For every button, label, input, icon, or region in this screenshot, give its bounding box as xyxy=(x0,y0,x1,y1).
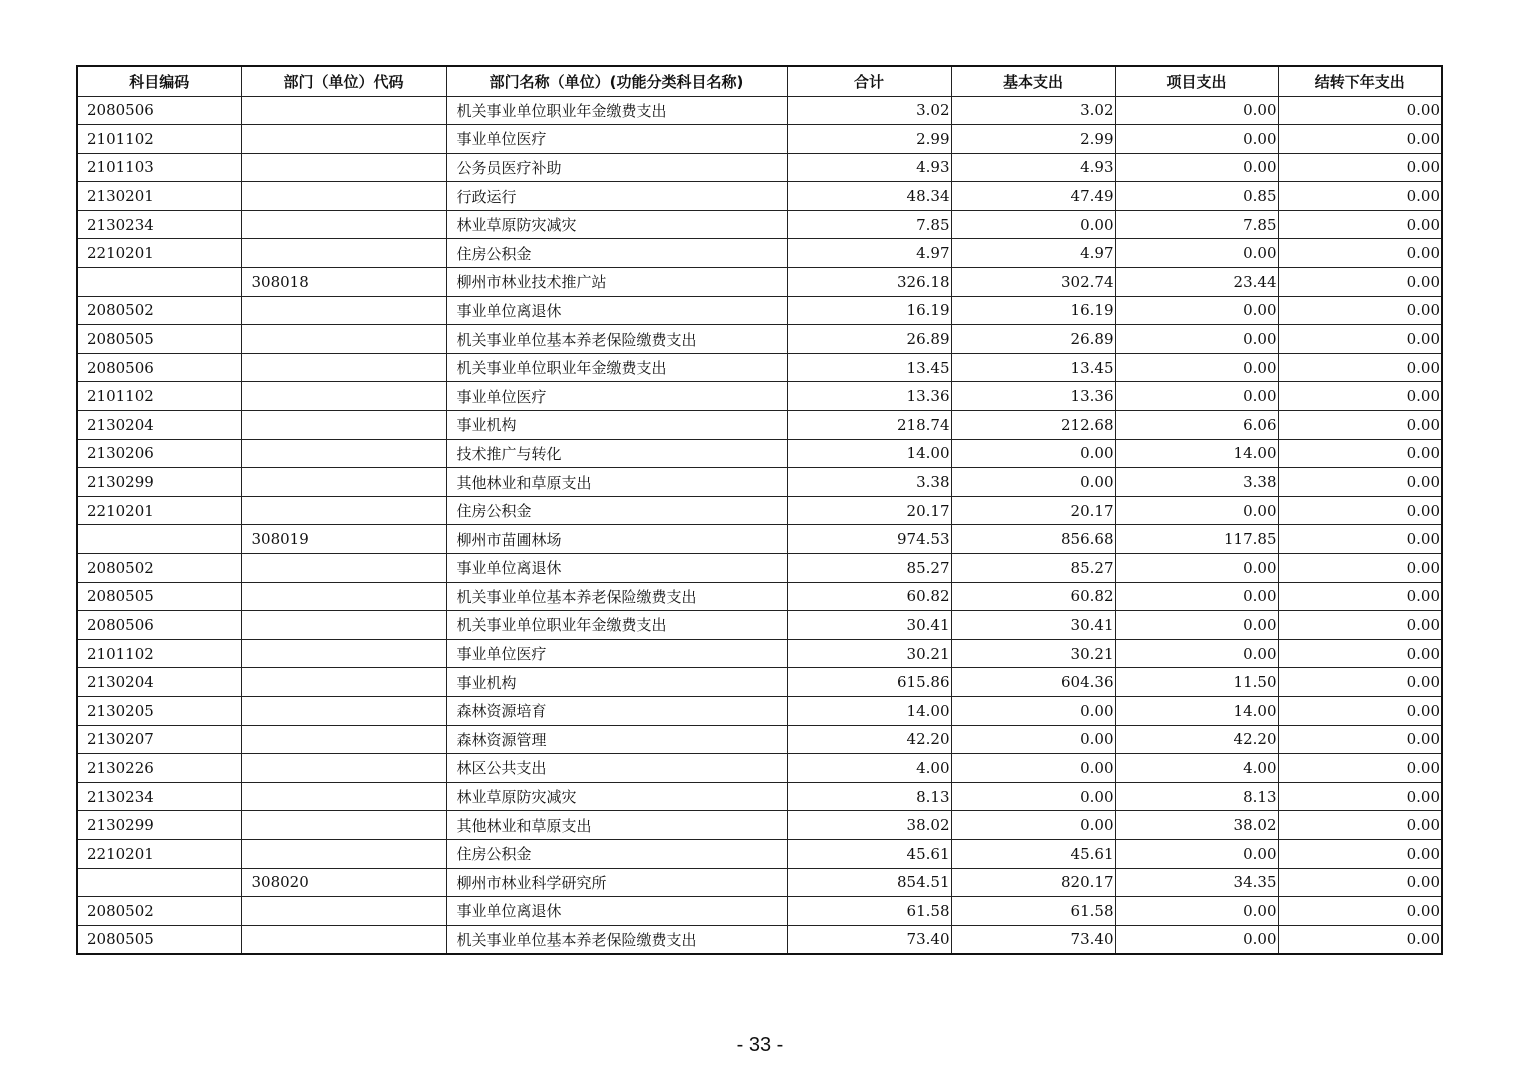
header-basic-expense: 基本支出 xyxy=(951,66,1115,96)
carryover-cell: 0.00 xyxy=(1278,296,1442,325)
page-number: - 33 - xyxy=(736,1034,784,1056)
subject-code-cell: 2101102 xyxy=(77,125,241,154)
dept-code-cell xyxy=(241,554,446,583)
dept-name-cell: 事业单位医疗 xyxy=(446,382,787,411)
dept-code-cell: 308018 xyxy=(241,268,446,297)
carryover-cell: 0.00 xyxy=(1278,411,1442,440)
table-row xyxy=(77,96,1442,125)
table-row xyxy=(77,782,1442,811)
carryover-cell: 0.00 xyxy=(1278,496,1442,525)
carryover-cell: 0.00 xyxy=(1278,353,1442,382)
total-cell: 326.18 xyxy=(787,268,951,297)
dept-code-cell xyxy=(241,353,446,382)
basic-expense-cell: 3.02 xyxy=(951,96,1115,125)
dept-name-cell: 机关事业单位职业年金缴费支出 xyxy=(446,96,787,125)
basic-expense-cell: 0.00 xyxy=(951,754,1115,783)
dept-code-cell xyxy=(241,811,446,840)
carryover-cell: 0.00 xyxy=(1278,382,1442,411)
dept-code-cell xyxy=(241,382,446,411)
subject-code-cell: 2130206 xyxy=(77,439,241,468)
table-row xyxy=(77,239,1442,268)
dept-name-cell: 森林资源培育 xyxy=(446,696,787,725)
subject-code-cell xyxy=(77,525,241,554)
table-row xyxy=(77,839,1442,868)
table-row xyxy=(77,125,1442,154)
carryover-cell: 0.00 xyxy=(1278,525,1442,554)
dept-code-cell xyxy=(241,754,446,783)
basic-expense-cell: 13.36 xyxy=(951,382,1115,411)
table-row xyxy=(77,754,1442,783)
table-row xyxy=(77,811,1442,840)
carryover-cell: 0.00 xyxy=(1278,268,1442,297)
table-row xyxy=(77,382,1442,411)
dept-code-cell xyxy=(241,125,446,154)
total-cell: 38.02 xyxy=(787,811,951,840)
dept-code-cell xyxy=(241,839,446,868)
project-expense-cell: 38.02 xyxy=(1115,811,1278,840)
subject-code-cell: 2101103 xyxy=(77,153,241,182)
project-expense-cell: 7.85 xyxy=(1115,210,1278,239)
subject-code-cell: 2130205 xyxy=(77,696,241,725)
carryover-cell: 0.00 xyxy=(1278,554,1442,583)
dept-name-cell: 事业机构 xyxy=(446,411,787,440)
subject-code-cell: 2210201 xyxy=(77,839,241,868)
basic-expense-cell: 820.17 xyxy=(951,868,1115,897)
header-row xyxy=(77,66,1442,96)
header-total: 合计 xyxy=(787,66,951,96)
project-expense-cell: 0.00 xyxy=(1115,496,1278,525)
dept-name-cell: 行政运行 xyxy=(446,182,787,211)
subject-code-cell: 2130226 xyxy=(77,754,241,783)
table-row xyxy=(77,268,1442,297)
basic-expense-cell: 0.00 xyxy=(951,468,1115,497)
dept-name-cell: 森林资源管理 xyxy=(446,725,787,754)
total-cell: 45.61 xyxy=(787,839,951,868)
project-expense-cell: 34.35 xyxy=(1115,868,1278,897)
subject-code-cell: 2130234 xyxy=(77,210,241,239)
dept-name-cell: 事业单位离退休 xyxy=(446,296,787,325)
carryover-cell: 0.00 xyxy=(1278,239,1442,268)
dept-code-cell xyxy=(241,210,446,239)
table-row xyxy=(77,897,1442,926)
carryover-cell: 0.00 xyxy=(1278,754,1442,783)
carryover-cell: 0.00 xyxy=(1278,611,1442,640)
subject-code-cell xyxy=(77,268,241,297)
basic-expense-cell: 13.45 xyxy=(951,353,1115,382)
dept-name-cell: 住房公积金 xyxy=(446,496,787,525)
project-expense-cell: 0.00 xyxy=(1115,611,1278,640)
total-cell: 26.89 xyxy=(787,325,951,354)
project-expense-cell: 0.00 xyxy=(1115,153,1278,182)
dept-name-cell: 事业机构 xyxy=(446,668,787,697)
total-cell: 2.99 xyxy=(787,125,951,154)
project-expense-cell: 0.00 xyxy=(1115,353,1278,382)
basic-expense-cell: 61.58 xyxy=(951,897,1115,926)
basic-expense-cell: 856.68 xyxy=(951,525,1115,554)
table-row xyxy=(77,496,1442,525)
basic-expense-cell: 30.41 xyxy=(951,611,1115,640)
dept-name-cell: 住房公积金 xyxy=(446,839,787,868)
dept-name-cell: 柳州市林业科学研究所 xyxy=(446,868,787,897)
table-row xyxy=(77,725,1442,754)
dept-code-cell xyxy=(241,182,446,211)
basic-expense-cell: 73.40 xyxy=(951,925,1115,954)
total-cell: 7.85 xyxy=(787,210,951,239)
carryover-cell: 0.00 xyxy=(1278,468,1442,497)
dept-code-cell xyxy=(241,496,446,525)
total-cell: 4.93 xyxy=(787,153,951,182)
basic-expense-cell: 30.21 xyxy=(951,639,1115,668)
project-expense-cell: 3.38 xyxy=(1115,468,1278,497)
subject-code-cell: 2210201 xyxy=(77,496,241,525)
subject-code-cell: 2080506 xyxy=(77,353,241,382)
basic-expense-cell: 26.89 xyxy=(951,325,1115,354)
project-expense-cell: 14.00 xyxy=(1115,439,1278,468)
total-cell: 3.38 xyxy=(787,468,951,497)
dept-name-cell: 事业单位医疗 xyxy=(446,125,787,154)
project-expense-cell: 0.00 xyxy=(1115,925,1278,954)
project-expense-cell: 11.50 xyxy=(1115,668,1278,697)
total-cell: 42.20 xyxy=(787,725,951,754)
project-expense-cell: 0.85 xyxy=(1115,182,1278,211)
table-row xyxy=(77,411,1442,440)
carryover-cell: 0.00 xyxy=(1278,925,1442,954)
table-row xyxy=(77,696,1442,725)
carryover-cell: 0.00 xyxy=(1278,696,1442,725)
table-row xyxy=(77,353,1442,382)
total-cell: 85.27 xyxy=(787,554,951,583)
basic-expense-cell: 604.36 xyxy=(951,668,1115,697)
dept-name-cell: 林业草原防灾减灾 xyxy=(446,210,787,239)
subject-code-cell: 2080505 xyxy=(77,582,241,611)
subject-code-cell: 2080505 xyxy=(77,925,241,954)
basic-expense-cell: 45.61 xyxy=(951,839,1115,868)
project-expense-cell: 6.06 xyxy=(1115,411,1278,440)
dept-code-cell xyxy=(241,325,446,354)
table-header xyxy=(77,66,1442,96)
carryover-cell: 0.00 xyxy=(1278,125,1442,154)
dept-name-cell: 机关事业单位职业年金缴费支出 xyxy=(446,611,787,640)
subject-code-cell: 2080502 xyxy=(77,296,241,325)
carryover-cell: 0.00 xyxy=(1278,639,1442,668)
carryover-cell: 0.00 xyxy=(1278,325,1442,354)
dept-code-cell xyxy=(241,725,446,754)
header-subject-code: 科目编码 xyxy=(77,66,241,96)
project-expense-cell: 14.00 xyxy=(1115,696,1278,725)
total-cell: 20.17 xyxy=(787,496,951,525)
header-dept-code: 部门（单位）代码 xyxy=(241,66,446,96)
subject-code-cell: 2130234 xyxy=(77,782,241,811)
table-row xyxy=(77,868,1442,897)
dept-code-cell xyxy=(241,582,446,611)
dept-code-cell xyxy=(241,153,446,182)
total-cell: 48.34 xyxy=(787,182,951,211)
basic-expense-cell: 302.74 xyxy=(951,268,1115,297)
dept-code-cell: 308020 xyxy=(241,868,446,897)
basic-expense-cell: 0.00 xyxy=(951,696,1115,725)
carryover-cell: 0.00 xyxy=(1278,96,1442,125)
carryover-cell: 0.00 xyxy=(1278,897,1442,926)
basic-expense-cell: 212.68 xyxy=(951,411,1115,440)
subject-code-cell: 2130201 xyxy=(77,182,241,211)
table-row xyxy=(77,325,1442,354)
basic-expense-cell: 47.49 xyxy=(951,182,1115,211)
dept-code-cell xyxy=(241,239,446,268)
carryover-cell: 0.00 xyxy=(1278,868,1442,897)
project-expense-cell: 117.85 xyxy=(1115,525,1278,554)
dept-name-cell: 林区公共支出 xyxy=(446,754,787,783)
dept-name-cell: 柳州市林业技术推广站 xyxy=(446,268,787,297)
project-expense-cell: 8.13 xyxy=(1115,782,1278,811)
dept-name-cell: 柳州市苗圃林场 xyxy=(446,525,787,554)
project-expense-cell: 0.00 xyxy=(1115,582,1278,611)
basic-expense-cell: 16.19 xyxy=(951,296,1115,325)
project-expense-cell: 0.00 xyxy=(1115,554,1278,583)
carryover-cell: 0.00 xyxy=(1278,839,1442,868)
carryover-cell: 0.00 xyxy=(1278,725,1442,754)
dept-code-cell xyxy=(241,468,446,497)
project-expense-cell: 0.00 xyxy=(1115,239,1278,268)
table-row xyxy=(77,668,1442,697)
carryover-cell: 0.00 xyxy=(1278,668,1442,697)
total-cell: 615.86 xyxy=(787,668,951,697)
dept-code-cell xyxy=(241,668,446,697)
total-cell: 14.00 xyxy=(787,439,951,468)
table-row xyxy=(77,153,1442,182)
basic-expense-cell: 2.99 xyxy=(951,125,1115,154)
total-cell: 218.74 xyxy=(787,411,951,440)
carryover-cell: 0.00 xyxy=(1278,182,1442,211)
subject-code-cell: 2210201 xyxy=(77,239,241,268)
subject-code-cell: 2130204 xyxy=(77,668,241,697)
dept-name-cell: 其他林业和草原支出 xyxy=(446,811,787,840)
dept-name-cell: 林业草原防灾减灾 xyxy=(446,782,787,811)
dept-code-cell xyxy=(241,925,446,954)
subject-code-cell: 2130204 xyxy=(77,411,241,440)
dept-code-cell xyxy=(241,296,446,325)
table-body xyxy=(77,96,1442,954)
total-cell: 60.82 xyxy=(787,582,951,611)
table-row xyxy=(77,439,1442,468)
header-carryover: 结转下年支出 xyxy=(1278,66,1442,96)
total-cell: 854.51 xyxy=(787,868,951,897)
project-expense-cell: 0.00 xyxy=(1115,96,1278,125)
table-row xyxy=(77,639,1442,668)
basic-expense-cell: 0.00 xyxy=(951,811,1115,840)
carryover-cell: 0.00 xyxy=(1278,210,1442,239)
total-cell: 4.00 xyxy=(787,754,951,783)
table-row xyxy=(77,611,1442,640)
total-cell: 30.41 xyxy=(787,611,951,640)
project-expense-cell: 0.00 xyxy=(1115,125,1278,154)
total-cell: 974.53 xyxy=(787,525,951,554)
dept-name-cell: 公务员医疗补助 xyxy=(446,153,787,182)
basic-expense-cell: 0.00 xyxy=(951,725,1115,754)
project-expense-cell: 0.00 xyxy=(1115,639,1278,668)
dept-name-cell: 机关事业单位基本养老保险缴费支出 xyxy=(446,325,787,354)
carryover-cell: 0.00 xyxy=(1278,782,1442,811)
dept-name-cell: 住房公积金 xyxy=(446,239,787,268)
carryover-cell: 0.00 xyxy=(1278,439,1442,468)
total-cell: 8.13 xyxy=(787,782,951,811)
table-row xyxy=(77,525,1442,554)
total-cell: 30.21 xyxy=(787,639,951,668)
project-expense-cell: 23.44 xyxy=(1115,268,1278,297)
total-cell: 61.58 xyxy=(787,897,951,926)
dept-code-cell xyxy=(241,96,446,125)
basic-expense-cell: 0.00 xyxy=(951,782,1115,811)
subject-code-cell xyxy=(77,868,241,897)
basic-expense-cell: 60.82 xyxy=(951,582,1115,611)
table-row xyxy=(77,296,1442,325)
basic-expense-cell: 20.17 xyxy=(951,496,1115,525)
total-cell: 16.19 xyxy=(787,296,951,325)
subject-code-cell: 2080506 xyxy=(77,611,241,640)
carryover-cell: 0.00 xyxy=(1278,153,1442,182)
table-row xyxy=(77,182,1442,211)
project-expense-cell: 0.00 xyxy=(1115,839,1278,868)
table-row xyxy=(77,554,1442,583)
table-row xyxy=(77,210,1442,239)
subject-code-cell: 2080505 xyxy=(77,325,241,354)
project-expense-cell: 0.00 xyxy=(1115,325,1278,354)
subject-code-cell: 2080502 xyxy=(77,897,241,926)
project-expense-cell: 42.20 xyxy=(1115,725,1278,754)
dept-code-cell xyxy=(241,897,446,926)
basic-expense-cell: 4.93 xyxy=(951,153,1115,182)
dept-name-cell: 机关事业单位基本养老保险缴费支出 xyxy=(446,582,787,611)
dept-code-cell xyxy=(241,611,446,640)
dept-code-cell xyxy=(241,411,446,440)
dept-code-cell xyxy=(241,639,446,668)
dept-name-cell: 其他林业和草原支出 xyxy=(446,468,787,497)
basic-expense-cell: 0.00 xyxy=(951,439,1115,468)
header-project-expense: 项目支出 xyxy=(1115,66,1278,96)
dept-code-cell xyxy=(241,439,446,468)
carryover-cell: 0.00 xyxy=(1278,582,1442,611)
dept-name-cell: 机关事业单位基本养老保险缴费支出 xyxy=(446,925,787,954)
project-expense-cell: 0.00 xyxy=(1115,296,1278,325)
basic-expense-cell: 85.27 xyxy=(951,554,1115,583)
total-cell: 3.02 xyxy=(787,96,951,125)
subject-code-cell: 2130299 xyxy=(77,811,241,840)
dept-code-cell xyxy=(241,696,446,725)
basic-expense-cell: 0.00 xyxy=(951,210,1115,239)
total-cell: 13.45 xyxy=(787,353,951,382)
project-expense-cell: 0.00 xyxy=(1115,897,1278,926)
total-cell: 73.40 xyxy=(787,925,951,954)
dept-name-cell: 技术推广与转化 xyxy=(446,439,787,468)
dept-code-cell xyxy=(241,782,446,811)
subject-code-cell: 2080502 xyxy=(77,554,241,583)
dept-name-cell: 事业单位医疗 xyxy=(446,639,787,668)
dept-name-cell: 事业单位离退休 xyxy=(446,554,787,583)
header-dept-name: 部门名称（单位）(功能分类科目名称) xyxy=(446,66,787,96)
basic-expense-cell: 4.97 xyxy=(951,239,1115,268)
total-cell: 14.00 xyxy=(787,696,951,725)
carryover-cell: 0.00 xyxy=(1278,811,1442,840)
subject-code-cell: 2080506 xyxy=(77,96,241,125)
subject-code-cell: 2130299 xyxy=(77,468,241,497)
subject-code-cell: 2130207 xyxy=(77,725,241,754)
table-row xyxy=(77,468,1442,497)
dept-name-cell: 机关事业单位职业年金缴费支出 xyxy=(446,353,787,382)
subject-code-cell: 2101102 xyxy=(77,382,241,411)
total-cell: 13.36 xyxy=(787,382,951,411)
total-cell: 4.97 xyxy=(787,239,951,268)
dept-name-cell: 事业单位离退休 xyxy=(446,897,787,926)
project-expense-cell: 4.00 xyxy=(1115,754,1278,783)
project-expense-cell: 0.00 xyxy=(1115,382,1278,411)
budget-table xyxy=(76,65,1443,955)
table-row xyxy=(77,925,1442,954)
subject-code-cell: 2101102 xyxy=(77,639,241,668)
table-row xyxy=(77,582,1442,611)
dept-code-cell: 308019 xyxy=(241,525,446,554)
